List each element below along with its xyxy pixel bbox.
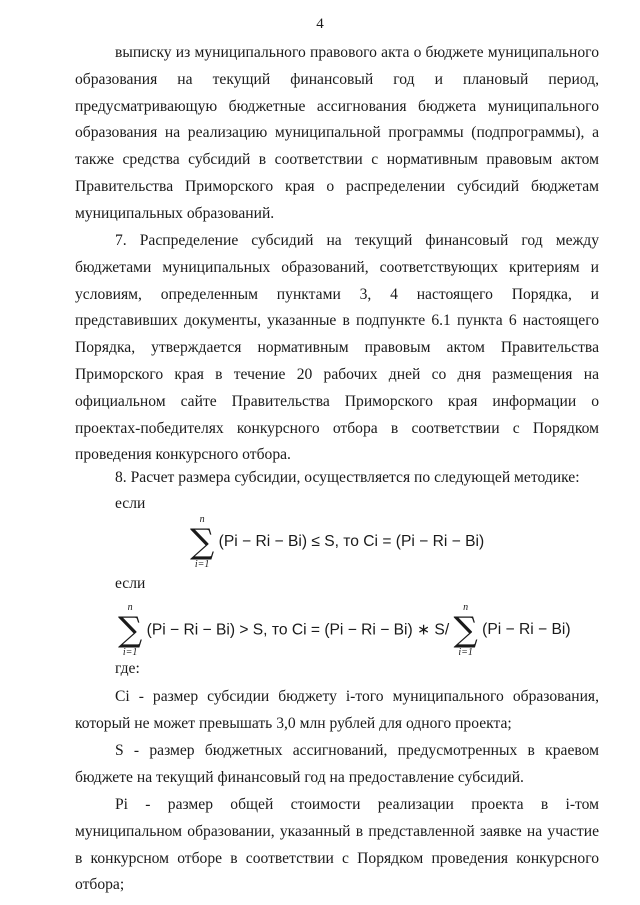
definition-pi: Pi - размер общей стоимости реализации проекта в i-том муниципальном образовании, указанный в представленной заявке на участие в конкурсном отборе в соответствии с Порядком проведения конкурсного отбора; <box>75 796 599 894</box>
definition-s: S - размер бюджетных ассигнований, предусмотренных в краевом бюджете на текущий финансовый год на предоставление субсидий. <box>75 742 599 786</box>
where-label: где: <box>115 660 140 677</box>
paragraph-7: 7. Распределение субсидий на текущий финансовый год между бюджетами муниципальных образований, соответствующих критериям и условиям, определенным пунктами 3, 4 настоящего Порядка, и представивших документы, указанные в подпункте 6.1 пункта 6 настоящего Порядка, утверждается нормативным правовым актом Правительства Приморского края в течение 20 рабочих дней со дня размещения на официальном сайте Правительства Приморского края информации о проектах-победителях конкурсного отбора в соответствии с Порядком проведения конкурсного отбора. <box>75 232 599 464</box>
formula-2-text-a: (Pi − Ri − Bi) > S, то Ci = (Pi − Ri − Bi) ∗ S/ <box>146 621 450 639</box>
formula-2 <box>118 602 571 658</box>
formula-1-text: (Pi − Ri − Bi) ≤ S, то Ci = (Pi − Ri − Bi) <box>218 533 485 550</box>
formula-2-text-b: (Pi − Ri − Bi) <box>482 621 571 638</box>
sum-symbol: n ∑ i=1 <box>190 514 215 570</box>
page-number: 4 <box>316 16 324 32</box>
sum-symbol-2: n ∑ i=1 <box>453 602 478 658</box>
paragraph-continuation: выписку из муниципального правового акта о бюджете муниципального образования на текущий финансовый год и плановый период, предусматривающую бюджетные ассигнования бюджета муниципального образования на реализацию муниципальной программы (подпрограммы), а также средства субсидий в соответствии с нормативным правовым актом Правительства Приморского края о распределении субсидий бюджетам муниципальных образований. <box>75 44 599 222</box>
condition-label-2: если <box>115 575 146 592</box>
sum-symbol: n ∑ i=1 <box>118 602 143 658</box>
paragraph-8: 8. Расчет размера субсидии, осуществляется по следующей методике: <box>115 469 580 486</box>
condition-label-1: если <box>115 495 146 512</box>
formula-1 <box>190 514 484 570</box>
definition-ci: Ci - размер субсидии бюджету i-того муниципального образования, который не может превышать 3,0 млн рублей для одного проекта; <box>75 688 599 732</box>
